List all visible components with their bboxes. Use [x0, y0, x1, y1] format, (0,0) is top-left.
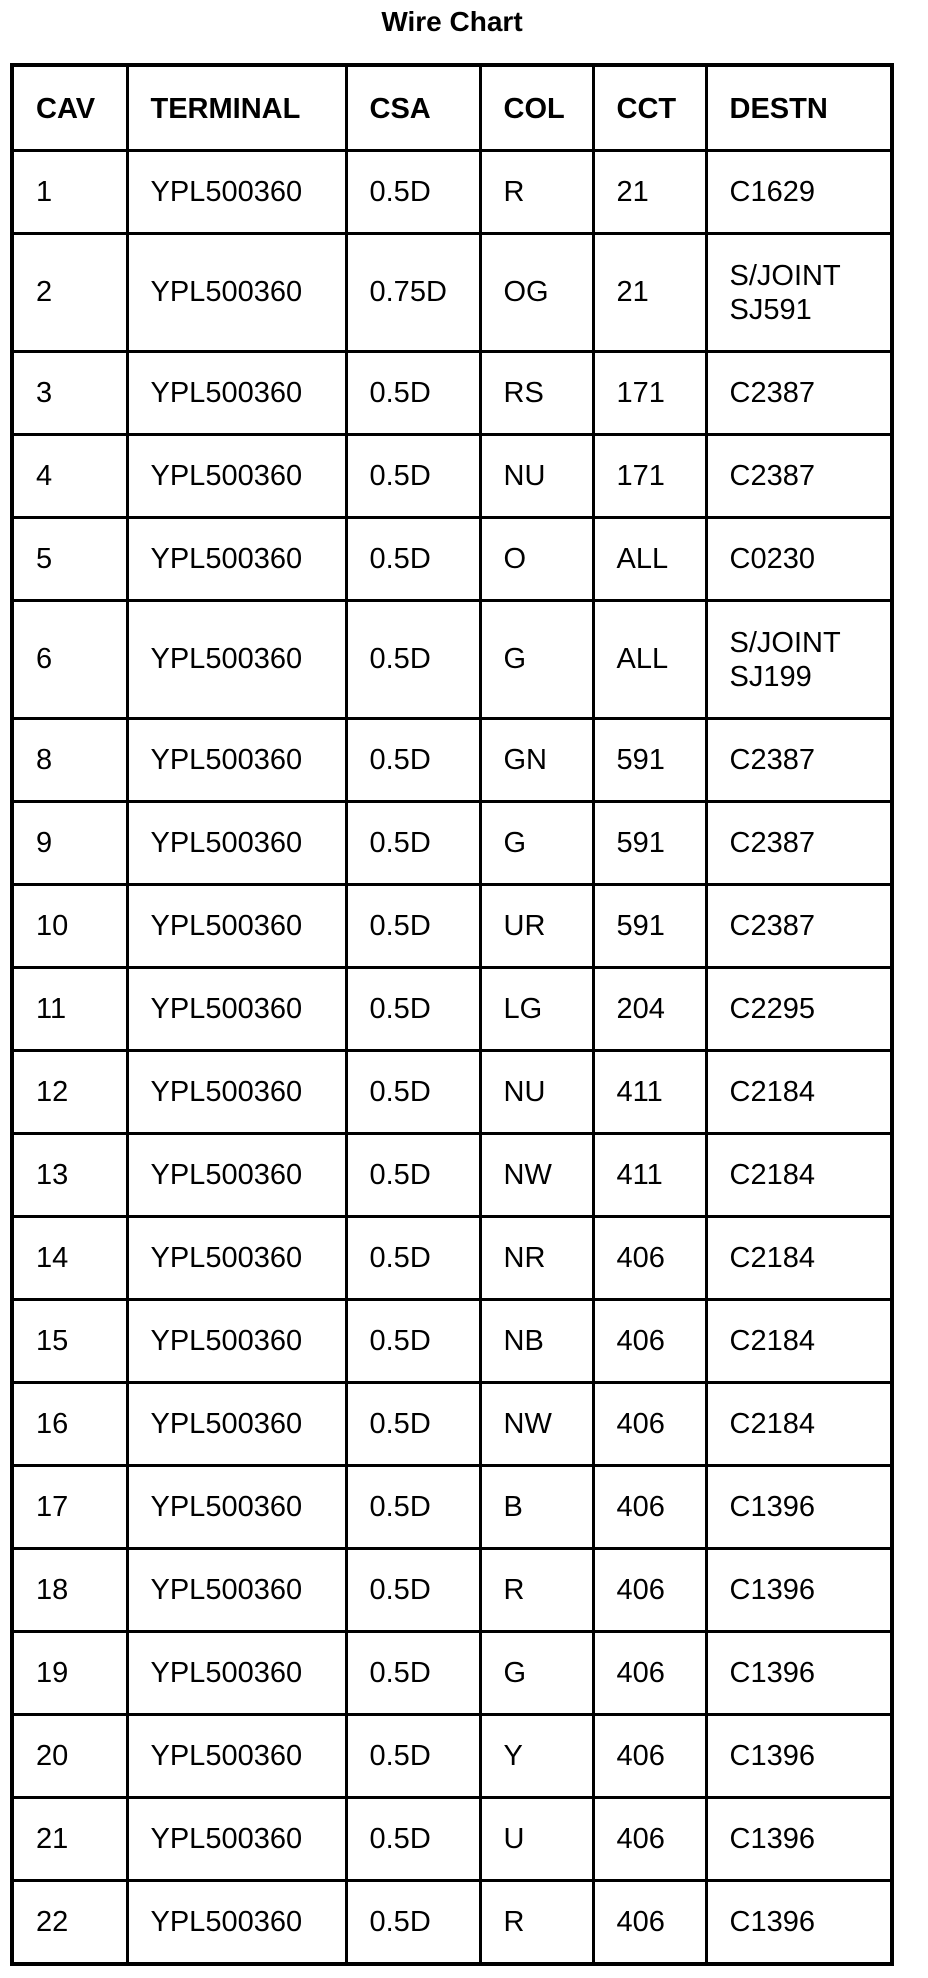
- cell-cav: 19: [12, 1632, 127, 1715]
- cell-destn: C2184: [706, 1217, 892, 1300]
- cell-cct: 406: [593, 1798, 706, 1881]
- column-header-col: COL: [480, 65, 593, 151]
- cell-cct: 406: [593, 1881, 706, 1965]
- cell-cav: 11: [12, 968, 127, 1051]
- cell-terminal: YPL500360: [127, 1549, 346, 1632]
- cell-csa: 0.5D: [346, 1134, 480, 1217]
- cell-col: NW: [480, 1134, 593, 1217]
- cell-destn: C1629: [706, 151, 892, 234]
- cell-csa: 0.5D: [346, 1798, 480, 1881]
- cell-destn: C2387: [706, 719, 892, 802]
- cell-csa: 0.5D: [346, 1549, 480, 1632]
- cell-cav: 4: [12, 435, 127, 518]
- cell-col: Y: [480, 1715, 593, 1798]
- cell-cct: 406: [593, 1632, 706, 1715]
- cell-cct: ALL: [593, 601, 706, 719]
- cell-csa: 0.5D: [346, 1632, 480, 1715]
- page-title: Wire Chart: [381, 6, 523, 37]
- cell-terminal: YPL500360: [127, 1632, 346, 1715]
- table-row: [12, 1881, 892, 1965]
- cell-col: GN: [480, 719, 593, 802]
- cell-cav: 5: [12, 518, 127, 601]
- column-header-csa: CSA: [346, 65, 480, 151]
- cell-cav: 8: [12, 719, 127, 802]
- table-body: [12, 151, 892, 1965]
- cell-cct: 406: [593, 1383, 706, 1466]
- cell-terminal: YPL500360: [127, 352, 346, 435]
- cell-destn: C2184: [706, 1300, 892, 1383]
- table-row: [12, 1798, 892, 1881]
- cell-csa: 0.5D: [346, 601, 480, 719]
- cell-terminal: YPL500360: [127, 802, 346, 885]
- cell-destn: C2295: [706, 968, 892, 1051]
- wire-chart-table: [10, 63, 894, 1966]
- cell-csa: 0.5D: [346, 885, 480, 968]
- cell-cav: 9: [12, 802, 127, 885]
- cell-col: NW: [480, 1383, 593, 1466]
- cell-cct: 204: [593, 968, 706, 1051]
- cell-csa: 0.5D: [346, 518, 480, 601]
- cell-cct: 171: [593, 435, 706, 518]
- cell-terminal: YPL500360: [127, 1383, 346, 1466]
- cell-csa: 0.5D: [346, 802, 480, 885]
- cell-cct: 171: [593, 352, 706, 435]
- cell-destn: C1396: [706, 1881, 892, 1965]
- cell-cav: 13: [12, 1134, 127, 1217]
- cell-cav: 2: [12, 234, 127, 352]
- cell-csa: 0.5D: [346, 352, 480, 435]
- table-row: [12, 352, 892, 435]
- cell-destn: C1396: [706, 1798, 892, 1881]
- column-header-destn: DESTN: [706, 65, 892, 151]
- cell-destn: S/JOINT SJ199: [706, 601, 892, 719]
- cell-cav: 20: [12, 1715, 127, 1798]
- cell-terminal: YPL500360: [127, 1300, 346, 1383]
- cell-destn: C2387: [706, 352, 892, 435]
- cell-destn: C0230: [706, 518, 892, 601]
- table-row: [12, 885, 892, 968]
- cell-cct: ALL: [593, 518, 706, 601]
- cell-cct: 591: [593, 802, 706, 885]
- cell-cct: 406: [593, 1217, 706, 1300]
- cell-col: OG: [480, 234, 593, 352]
- cell-csa: 0.75D: [346, 234, 480, 352]
- cell-cct: 411: [593, 1051, 706, 1134]
- column-header-terminal: TERMINAL: [127, 65, 346, 151]
- cell-col: R: [480, 1881, 593, 1965]
- cell-destn: C2184: [706, 1383, 892, 1466]
- cell-csa: 0.5D: [346, 1466, 480, 1549]
- cell-col: R: [480, 1549, 593, 1632]
- cell-cct: 21: [593, 151, 706, 234]
- table-row: [12, 435, 892, 518]
- cell-cav: 15: [12, 1300, 127, 1383]
- table-row: [12, 719, 892, 802]
- cell-terminal: YPL500360: [127, 1881, 346, 1965]
- table-row: [12, 234, 892, 352]
- cell-cav: 21: [12, 1798, 127, 1881]
- cell-col: U: [480, 1798, 593, 1881]
- cell-csa: 0.5D: [346, 1051, 480, 1134]
- cell-destn: C1396: [706, 1632, 892, 1715]
- cell-col: RS: [480, 352, 593, 435]
- cell-csa: 0.5D: [346, 968, 480, 1051]
- table-row: [12, 1051, 892, 1134]
- table-row: [12, 968, 892, 1051]
- cell-csa: 0.5D: [346, 1383, 480, 1466]
- column-header-cct: CCT: [593, 65, 706, 151]
- cell-cct: 591: [593, 885, 706, 968]
- table-row: [12, 1715, 892, 1798]
- table-row: [12, 601, 892, 719]
- cell-col: G: [480, 601, 593, 719]
- cell-cct: 411: [593, 1134, 706, 1217]
- cell-terminal: YPL500360: [127, 885, 346, 968]
- cell-csa: 0.5D: [346, 151, 480, 234]
- cell-col: G: [480, 802, 593, 885]
- cell-terminal: YPL500360: [127, 1798, 346, 1881]
- cell-terminal: YPL500360: [127, 601, 346, 719]
- cell-cct: 406: [593, 1300, 706, 1383]
- cell-col: B: [480, 1466, 593, 1549]
- cell-terminal: YPL500360: [127, 234, 346, 352]
- cell-destn: C2184: [706, 1051, 892, 1134]
- table-row: [12, 1134, 892, 1217]
- cell-col: UR: [480, 885, 593, 968]
- table-row: [12, 1300, 892, 1383]
- column-header-cav: CAV: [12, 65, 127, 151]
- table-row: [12, 151, 892, 234]
- cell-col: G: [480, 1632, 593, 1715]
- cell-col: R: [480, 151, 593, 234]
- cell-col: LG: [480, 968, 593, 1051]
- cell-csa: 0.5D: [346, 1881, 480, 1965]
- cell-cav: 17: [12, 1466, 127, 1549]
- cell-destn: C1396: [706, 1715, 892, 1798]
- table-row: [12, 518, 892, 601]
- table-row: [12, 1549, 892, 1632]
- cell-cav: 1: [12, 151, 127, 234]
- cell-terminal: YPL500360: [127, 1217, 346, 1300]
- cell-col: NU: [480, 1051, 593, 1134]
- cell-destn: C2387: [706, 885, 892, 968]
- cell-destn: C2184: [706, 1134, 892, 1217]
- table-row: [12, 1383, 892, 1466]
- table-row: [12, 1217, 892, 1300]
- cell-cct: 406: [593, 1715, 706, 1798]
- cell-col: NB: [480, 1300, 593, 1383]
- cell-col: O: [480, 518, 593, 601]
- cell-csa: 0.5D: [346, 1300, 480, 1383]
- cell-destn: C1396: [706, 1549, 892, 1632]
- cell-col: NU: [480, 435, 593, 518]
- cell-destn: S/JOINT SJ591: [706, 234, 892, 352]
- cell-cct: 406: [593, 1549, 706, 1632]
- cell-csa: 0.5D: [346, 435, 480, 518]
- cell-destn: C2387: [706, 435, 892, 518]
- table-row: [12, 1466, 892, 1549]
- cell-csa: 0.5D: [346, 1715, 480, 1798]
- cell-csa: 0.5D: [346, 1217, 480, 1300]
- cell-terminal: YPL500360: [127, 968, 346, 1051]
- cell-terminal: YPL500360: [127, 435, 346, 518]
- cell-terminal: YPL500360: [127, 151, 346, 234]
- cell-terminal: YPL500360: [127, 1134, 346, 1217]
- cell-cav: 22: [12, 1881, 127, 1965]
- cell-cct: 591: [593, 719, 706, 802]
- cell-csa: 0.5D: [346, 719, 480, 802]
- table-row: [12, 1632, 892, 1715]
- cell-terminal: YPL500360: [127, 719, 346, 802]
- cell-cav: 6: [12, 601, 127, 719]
- cell-cct: 21: [593, 234, 706, 352]
- cell-cav: 16: [12, 1383, 127, 1466]
- cell-terminal: YPL500360: [127, 1051, 346, 1134]
- cell-terminal: YPL500360: [127, 1466, 346, 1549]
- table-row: [12, 802, 892, 885]
- cell-destn: C1396: [706, 1466, 892, 1549]
- cell-col: NR: [480, 1217, 593, 1300]
- table-header-row: [12, 65, 892, 151]
- cell-terminal: YPL500360: [127, 1715, 346, 1798]
- cell-cct: 406: [593, 1466, 706, 1549]
- cell-terminal: YPL500360: [127, 518, 346, 601]
- cell-cav: 14: [12, 1217, 127, 1300]
- cell-cav: 18: [12, 1549, 127, 1632]
- cell-destn: C2387: [706, 802, 892, 885]
- cell-cav: 12: [12, 1051, 127, 1134]
- cell-cav: 10: [12, 885, 127, 968]
- cell-cav: 3: [12, 352, 127, 435]
